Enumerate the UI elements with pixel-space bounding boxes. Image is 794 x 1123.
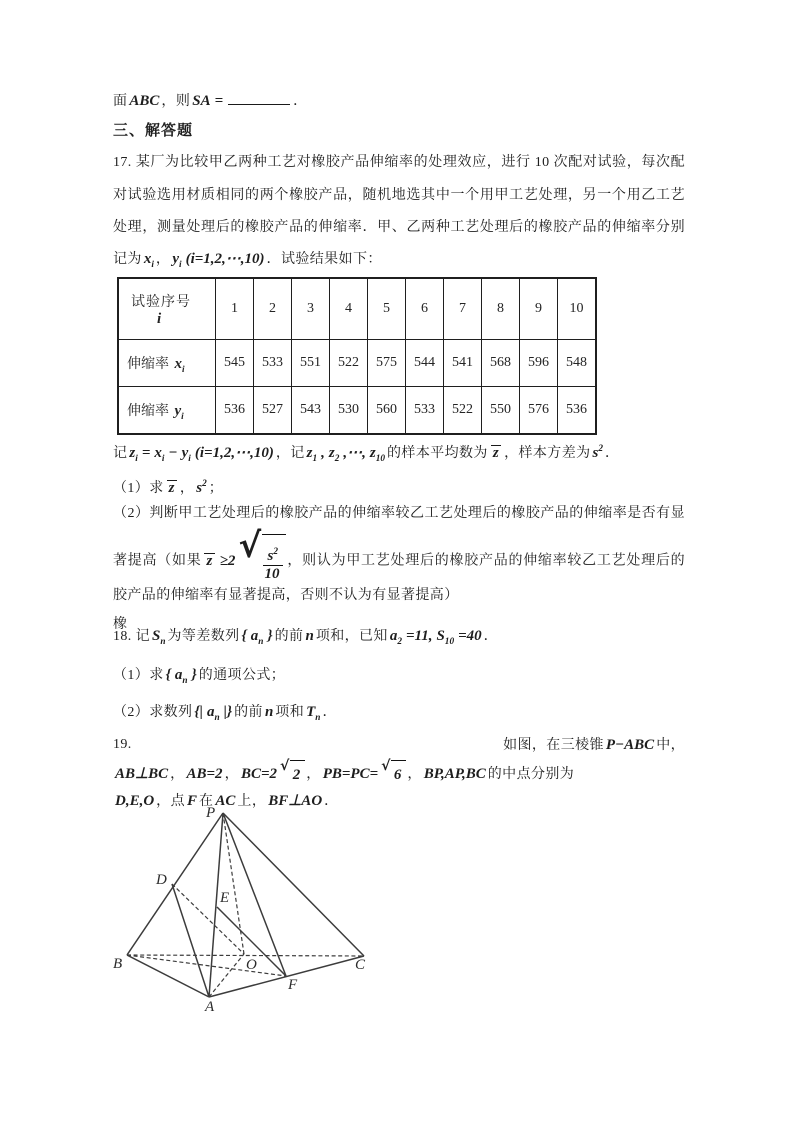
value-cell: 543: [292, 387, 330, 435]
p19-number: 19.: [113, 737, 132, 752]
p19-intro: 如图，在三棱锥 P−ABC 中，: [503, 737, 685, 753]
fill-in-blank-line: 面 ABC ，则 SA = ．: [113, 90, 685, 113]
value-cell: 536: [558, 387, 597, 435]
value-cell: 536: [216, 387, 254, 435]
value-cell: 544: [406, 340, 444, 387]
value-cell: 522: [444, 387, 482, 435]
value-cell: 551: [292, 340, 330, 387]
value-cell: 533: [254, 340, 292, 387]
value-cell: 568: [482, 340, 520, 387]
vertex-label-B: B: [113, 956, 123, 972]
header-cell: 8: [482, 278, 520, 340]
edge-PO: [223, 813, 244, 954]
value-cell: 575: [368, 340, 406, 387]
section-header: 三、解答题: [113, 123, 194, 139]
value-cell: 527: [254, 387, 292, 435]
row-label-cell: 伸缩率 $x_i$: [118, 340, 216, 387]
vertex-label-P: P: [206, 805, 216, 821]
p19-line-1: [113, 734, 685, 757]
header-cell: 6: [406, 278, 444, 340]
edge-AC: [209, 956, 364, 997]
vertex-label-O: O: [246, 957, 257, 973]
edge-PF: [223, 813, 286, 976]
p17-line-5: 记 $z_i = x_i - y_i$ (i=1,2,⋯,10) ，记 $z_1$ , $z_2$ ,⋯, $z_{10}$ 的样本平均数为 z ，样本方差为 $s^2$ ．: [113, 444, 620, 464]
p17-line-6: 著提高（如果 z ≥2 √ $\frac{s^2}{10}$ ，则认为甲工艺处理后的橡胶产品的伸缩率较乙工艺处理后的橡: [113, 526, 685, 632]
p17-line-2: 对试验选用材质相同的两个橡胶产品，随机地选其中一个用甲工艺处理，另一个用乙工艺: [113, 188, 685, 203]
header-cell: 5: [368, 278, 406, 340]
value-cell: 533: [406, 387, 444, 435]
edge-BF: [127, 955, 286, 976]
value-cell: 548: [558, 340, 597, 387]
edge-BC: [127, 955, 364, 956]
edge-PB: [127, 813, 223, 955]
value-cell: 576: [520, 387, 558, 435]
p17-line-1: 17. 某厂为比较甲乙两种工艺对橡胶产品伸缩率的处理效应，进行 10 次配对试验，每次配: [113, 155, 685, 170]
header-cell: 9: [520, 278, 558, 340]
p17-line-7: 胶产品的伸缩率有显著提高，否则不认为有显著提高）: [113, 588, 459, 603]
tetrahedron-figure: [110, 798, 380, 1014]
p18-question-1: （1）求 { $a_n$ } 的通项公式；: [113, 667, 286, 686]
header-cell: 3: [292, 278, 330, 340]
p19-line-2: AB⊥BC ， AB=2 ， BC=2 √ 2 ， PB=PC= √ 6 ， BP,AP,BC 的中点分别为: [113, 760, 685, 790]
p17-line-3: 处理，测量处理后的橡胶产品的伸缩率．甲、乙两种工艺处理后的橡胶产品的伸缩率分别: [113, 220, 685, 235]
p17-line-4: 记为 $x_i$ ， $y_i$ (i=1,2,⋯,10) ．试验结果如下：: [113, 251, 382, 270]
vertex-label-E: E: [220, 890, 230, 906]
header-cell: 7: [444, 278, 482, 340]
results-table: [117, 277, 597, 435]
value-cell: 522: [330, 340, 368, 387]
value-cell: 541: [444, 340, 482, 387]
p18-line-1: 18. 记 $S_n$ 为等差数列 { $a_n$ } 的前 n 项和，已知 $a_2 =11$, $S_{10} =40$ ．: [113, 628, 499, 647]
value-cell: 545: [216, 340, 254, 387]
header-cell: 2: [254, 278, 292, 340]
vertex-label-A: A: [205, 999, 215, 1014]
p19-line-3: D,E,O ，点 F 在 AC 上， BF⊥AO ．: [115, 793, 339, 809]
table-row: [118, 387, 596, 435]
value-cell: 530: [330, 387, 368, 435]
table-row: [118, 340, 596, 387]
header-cell-index: 试验序号 i: [118, 278, 216, 340]
row-label-cell: 伸缩率 $y_i$: [118, 387, 216, 435]
header-cell: 4: [330, 278, 368, 340]
p18-question-2: （2）求数列 {| $a_n$ |} 的前 n 项和 $T_n$ ．: [113, 704, 337, 723]
vertex-label-F: F: [288, 977, 298, 993]
p17-question-2: （2）判断甲工艺处理后的橡胶产品的伸缩率较乙工艺处理后的橡胶产品的伸缩率是否有显: [113, 506, 685, 521]
value-cell: 560: [368, 387, 406, 435]
value-cell: 550: [482, 387, 520, 435]
vertex-label-D: D: [156, 872, 167, 888]
value-cell: 596: [520, 340, 558, 387]
header-cell: 10: [558, 278, 597, 340]
header-cell: 1: [216, 278, 254, 340]
vertex-label-C: C: [355, 957, 366, 973]
p17-question-1: （1）求 z ， $s^2$ ；: [113, 479, 224, 496]
elongation-table: [117, 277, 597, 435]
edge-AO: [209, 954, 244, 997]
